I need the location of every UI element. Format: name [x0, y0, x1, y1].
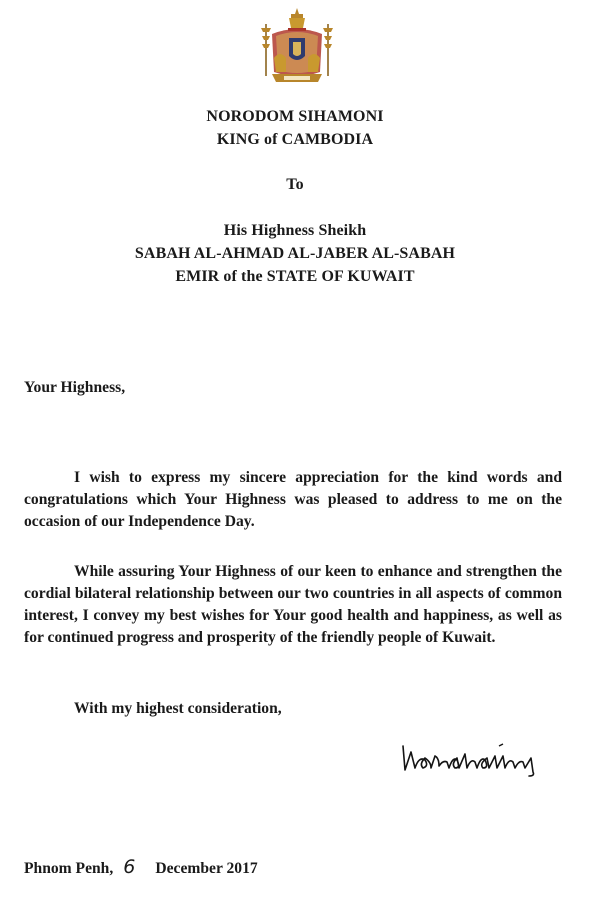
paragraph-2 [24, 561, 562, 649]
closing: With my highest consideration, [74, 700, 282, 717]
signature-icon [395, 738, 555, 778]
recipient-name: SABAH AL-AHMAD AL-JABER AL-SABAH [134, 245, 456, 262]
paragraph-1-text: I wish to express my sincere appreciation for the kind words and congratulations which Your Highness was pleased to address to me on the occasion of our Independence Day. [24, 469, 562, 530]
date-line [24, 856, 258, 878]
to-label: To [286, 176, 304, 193]
paragraph-1 [24, 467, 562, 533]
month-year-text: December 2017 [155, 860, 258, 877]
recipient-title: EMIR of the STATE OF KUWAIT [175, 268, 415, 285]
sender-title: KING of CAMBODIA [216, 131, 374, 148]
recipient-honorific: His Highness Sheikh [223, 222, 367, 239]
salutation: Your Highness, [24, 379, 126, 396]
paragraph-2-text: While assuring Your Highness of our keen to enhance and strengthen the cordial bilateral relationship between our two countries in all aspects of common interest, I convey my best wishes for Your good health and happiness, as well as for continued progress and prosperity of the friendly people of Kuwait. [24, 563, 562, 646]
royal-crest-icon [258, 6, 336, 88]
sender-name: NORODOM SIHAMONI [206, 108, 384, 125]
day-handwritten: 6 [123, 856, 136, 878]
place-text: Phnom Penh, [24, 860, 114, 877]
